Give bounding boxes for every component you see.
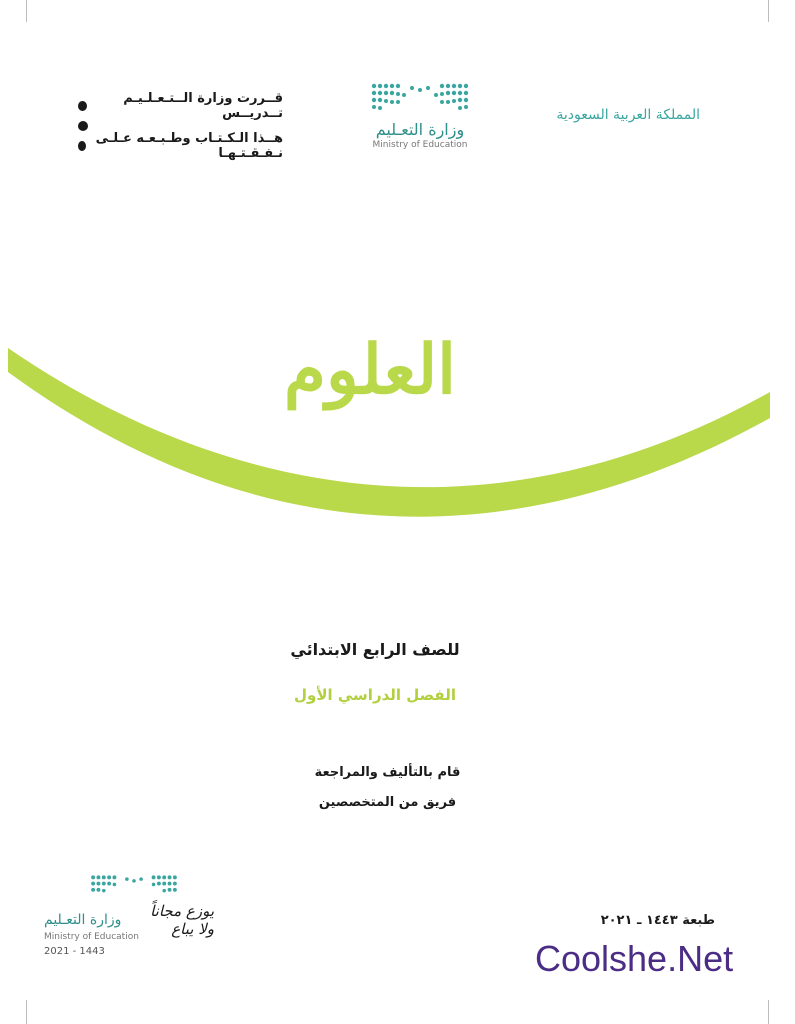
edition-years: 2021 - 1443 xyxy=(44,946,105,957)
credits-line-1: قام بالتأليف والمراجعة xyxy=(314,765,461,780)
crop-mark xyxy=(26,1000,27,1024)
grade-label: للصف الرابع الابتدائي xyxy=(290,640,460,659)
ministry-logo xyxy=(340,80,500,150)
bullet-dot xyxy=(78,101,87,111)
kingdom-name: المملكة العربية السعودية xyxy=(556,107,700,123)
site-watermark: Coolshe.Net xyxy=(535,938,734,979)
ministry-name-en: Ministry of Education xyxy=(44,932,139,942)
crop-mark xyxy=(768,0,769,22)
credits-line-2: فريق من المتخصصين xyxy=(318,795,457,810)
edition-label: طبعة ١٤٤٣ ـ ٢٠٢١ xyxy=(600,913,715,928)
ministry-dots-icon xyxy=(370,80,470,116)
ministry-name-en: Ministry of Education xyxy=(372,140,468,150)
crop-mark xyxy=(768,1000,769,1024)
approval-line-2: هــذا الـكـتـاب وطـبـعـه عـلـى نـفـقـتـهـا xyxy=(95,131,283,161)
free-distribution-note: يوزع مجاناً ولا يباع xyxy=(150,902,214,938)
ministry-name-ar: وزارة التعـليم xyxy=(44,912,122,928)
ministry-name-ar: وزارة التعـليم xyxy=(375,120,465,139)
bullet-dot xyxy=(78,141,86,151)
book-title: العلوم xyxy=(283,330,457,410)
approval-line-1: قــررت وزارة الــتـعـلـيـم تــدريــس xyxy=(123,91,283,121)
ministry-dots-icon xyxy=(86,872,182,904)
crop-mark xyxy=(26,0,27,22)
bullet-dot xyxy=(78,121,88,131)
semester-label: الفصل الدراسي الأول xyxy=(294,686,456,704)
approval-statement xyxy=(78,91,283,161)
